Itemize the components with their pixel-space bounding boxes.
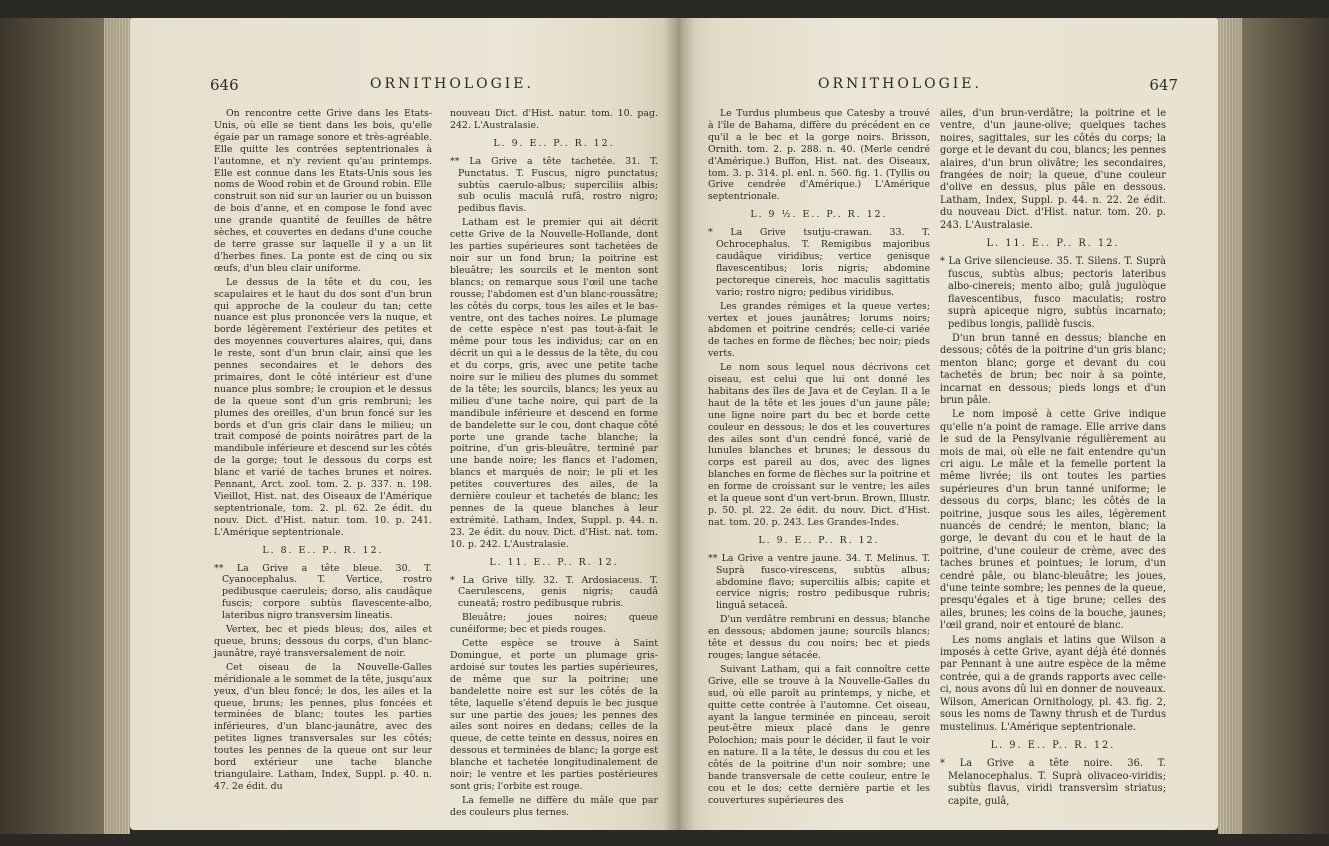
paragraph: Bleuâtre; joues noires; queue cunéiforme; bec et pieds rouges. <box>450 612 658 636</box>
measurement-line: L. 11. E.. P.. R. 12. <box>489 556 619 568</box>
paragraph: Suivant Latham, qui a fait connoître cette Grive, elle se trouve à la Nouvelle-Galles du sud, où elle paroît au printemps, y niche, et quitte cette contrée à l'automne. Cet oiseau, ayant la langue terminée en pinceau, seroit peut-être mieux placé dans le genre Polochion; mais pour le décider, il faut le voir en nature. Il a la tête, le dessus du cou et les côtés de la poitrine d'un noir sombre; une bande transversale de cette couleur, entre le cou et le dos; cette dernière partie et les couvertures supérieures des <box>708 663 930 806</box>
right-page-header <box>698 76 1178 98</box>
species-entry: * La Grive a tête noire. 36. T. Melanocephalus. T. Suprà olivaceo-viridis; subtùs flavus, viridi transversìm striatus; capite, gulâ, <box>940 758 1166 807</box>
paragraph: On rencontre cette Grive dans les Etats-Unis, où elle se tient dans les bois, qu'elle égaie par un ramage sonore et très-agréable. Elle quitte les contrées septentrionales à l'automne, et n'y revient qu'au printemps. Elle est connue dans les Etats-Unis sous les noms de Wood robin et de Ground robin. Elle construit son nid sur un laurier ou un buisson de bois d'anne, et en compose le fond avec une grande quantité de feuilles de hêtre sèches, et couvertes en dedans d'une couche de terre grasse sur laquelle il y a un lit d'herbes fines. La ponte est de cinq ou six œufs, d'un bleu clair uniforme. <box>214 108 432 274</box>
species-entry: ** La Grive a tête bleue. 30. T. Cyanocephalus. T. Vertice, rostro pedibusque caeruleis; dorso, alis caudâque fuscis; corpore subtùs flavescente-albo, lateribus nigro transversim lineatis. <box>214 562 432 622</box>
paragraph: Cet oiseau de la Nouvelle-Galles méridionale a le sommet de la tête, jusqu'aux yeux, d'un bleu foncé; le dos, les ailes et la queue, bruns; les pennes, plus foncées et terminées de blanc; toutes les parties inférieures, d'un blanc-jaunâtre, avec des petites lignes transversales sur les côtés; toutes les pennes de la queue ont sur leur bord extérieur une tache blanche triangulaire. Latham, Index, Suppl. p. 40. n. 47. 2e édit. du <box>214 661 432 792</box>
book-gutter <box>664 18 694 830</box>
species-entry: * La Grive tilly. 32. T. Ardosiaceus. T. Caerulescens, genis nigris; caudâ cuneatâ; rostro pedibusque rubris. <box>450 574 658 610</box>
paragraph: Le dessus de la tête et du cou, les scapulaires et le haut du dos sont d'un brun qui approche de la couleur du tan; cette nuance est plus prononcée vers la nuque, et borde légèrement l'extérieur des petites et des moyennes couvertures alaires, qui, dans le reste, sont d'un brun clair, ainsi que les pennes secondaires et le dehors des primaires, dont le côté intérieur est d'une nuance plus sombre; le croupion et le dessus de la queue sont d'un gris rembruni; les plumes des oreilles, d'un brun foncé sur les bords et d'un gris clair dans le milieu; un trait composé de points noirâtres part de la mandibule inférieure et descend sur les côtés de la gorge; tout le dessous du corps est blanc et varié de taches brunes et noires. Pennant, Arct. zool. tom. 2. p. 337. n. 198. Vieillot, Hist. nat. des Oiseaux de l'Amérique septentrionale, tom. 2. pl. 62. 2e édit. du nouv. Dict. d'Hist. natur. tom. 10. p. 241. L'Amérique septentrionale. <box>214 276 432 538</box>
left-page <box>130 18 678 830</box>
species-entry: ** La Grive a tête tachetée. 31. T. Punctatus. T. Fuscus, nigro punctatus; subtùs caerulo-albus; superciliis albis; sub oculis maculâ rufâ, rostro nigro; pedibus flavis. <box>450 155 658 215</box>
page-stack-right <box>1218 18 1242 834</box>
measurement-line: L. 8. E.. P.. R. 12. <box>262 544 384 556</box>
measurement-line: L. 9 ½. E.. P.. R. 12. <box>750 209 888 221</box>
right-column-a <box>708 108 930 809</box>
paragraph: nouveau Dict. d'Hist. natur. tom. 10. pag. 242. L'Australasie. <box>450 108 658 131</box>
paragraph: Le nom sous lequel nous décrivons cet oiseau, est celui que lui ont donné les habitans des îles de Java et de Ceylan. Il a le haut de la tête et les joues d'un jaune pâle; une ligne noire part du bec et borde cette couleur en dessous; le dos et les couvertures des ailes sont d'un cendré foncé, varié de lunules blanches et brunes; le dessous du corps est pareil au dos, avec des lignes blanches en forme de flèches sur la poitrine et en forme de croissant sur le ventre; les ailes et la queue sont d'un vert-brun. Brown, Illustr. p. 50. pl. 22. 2e édit. du nouv. Dict. d'Hist. nat. tom. 20. p. 243. Les Grandes-Indes. <box>708 362 930 528</box>
paragraph: Le nom imposé à cette Grive indique qu'elle n'a point de ramage. Elle arrive dans le sud de la Pensylvanie régulièrement au mois de mai, où elle ne fait entendre qu'un cri aigu. Le mâle et la femelle portent la même livrée; ils ont toutes les parties supérieures d'un brun tanné uniforme; le dessous du corps, blanc; les côtés de la poitrine, jusque sous les ailes, légèrement nuancés de cendré; le menton, blanc; la gorge, le devant du cou et le haut de la poitrine, d'une couleur de crème, avec des taches brunes et pointues; le lorum, d'un cendré pâle, ou blanc-bleuâtre; les joues, d'une teinte sombre; les pennes de la queue, presqu'égales et à tige brune; celles des ailes, brunes; les coins de la bouche, jaunes; l'œil grand, noir et entouré de blanc. <box>940 409 1166 632</box>
paragraph: ailes, d'un brun-verdâtre; la poitrine et le ventre, d'un jaune-olive; quelques taches noires, sagittales, sur les côtés du corps; la gorge et le devant du cou, blancs; les pennes alaires, d'un brun olivâtre; les secondaires, frangées de noir; la queue, d'une couleur d'olive en dessus, plus pâle en dessous. Latham, Index, Suppl. p. 44. n. 22. 2e édit. du nouveau Dict. d'Hist. natur. tom. 20. p. 243. L'Australasie. <box>940 108 1166 231</box>
paragraph: Cette espèce se trouve à Saint Domingue, et porte un plumage gris-ardoisé sur toutes les parties supérieures, de même que sur la poitrine; une bandelette noire est sur les côtés de la tête, laquelle s'étend depuis le bec jusque sur une partie des joues; les pennes des ailes sont noires en dedans; celles de la queue, de cette teinte en dessus, noires en dessous et terminées de blanc; la gorge est blanche et tachetée longitudinalement de noir; le ventre et les parties postérieures sont gris; l'orbite est rouge. <box>450 638 658 792</box>
measurement-line: L. 9. E.. P.. R. 12. <box>493 137 615 149</box>
measurement-line: L. 9. E.. P.. R. 12. <box>990 739 1116 751</box>
paragraph: D'un brun tanné en dessus; blanche en dessous; côtés de la poitrine d'un gris blanc; menton blanc; gorge et devant du cou tachetés de brun; bec noir à sa pointe, incarnat en dessous; pieds longs et d'un brun pâle. <box>940 332 1166 406</box>
species-entry: ** La Grive a ventre jaune. 34. T. Melinus. T. Suprà fusco-virescens, subtùs albus; abdomine flavo; superciliis albis; capite et cervice nigris; rostro pedibusque rubris; linguâ setaceâ. <box>708 552 930 612</box>
right-column-b <box>940 108 1166 810</box>
paragraph: D'un verdâtre rembruni en dessus; blanche en dessous; abdomen jaune; sourcils blancs; tête et dessus du cou noirs; bec et pieds rouges; langue sétacée. <box>708 614 930 661</box>
paragraph: Latham est le premier qui ait décrit cette Grive de la Nouvelle-Hollande, dont les parties supérieures sont tachetées de noir sur un fond brun; la poitrine est bleuâtre; les sourcils et le menton sont blancs; on remarque sous l'œil une tache rousse; l'abdomen est d'un blanc-roussâtre; les côtés du corps, tous les ailes et le bas-ventre, ont des taches noires. Le plumage de cette espèce n'est pas tout-à-fait le même pour tous les individus; car on en décrit un qui a le dessus de la tête, du cou et du corps, gris, avec une petite tache noire sur le milieu des plumes du sommet de la tête; les sourcils, blancs; les yeux au milieu d'une tache noire, qui part de la mandibule inférieure et descend en forme de bandelette sur le cou, dont chaque côté porte une grande tache blanche; la poitrine, d'un gris-bleuâtre, terminé par une bande noire; les flancs et l'adomen, blancs et marqués de noir; le pli et les petites couvertures des ailes, de la dernière couleur et tachetés de blanc; les pennes de la queue blanches à leur extrémité. Latham, Index, Suppl. p. 44. n. 23. 2e édit. du nouv. Dict. d'Hist. nat. tom. 10. p. 242. L'Australasie. <box>450 217 658 550</box>
right-page-number: 647 <box>1149 76 1178 94</box>
right-page <box>678 18 1218 830</box>
paragraph: Les grandes rémiges et la queue vertes; vertex et joues jaunâtres; lorums noirs; abdomen et poitrine cendrés; celle-ci variée de taches en forme de flèches; bec noir; pieds verts. <box>708 300 930 360</box>
open-book <box>0 18 1329 834</box>
measurement-line: L. 11. E.. P.. R. 12. <box>986 238 1120 250</box>
left-running-head: ORNITHOLOGIE. <box>370 76 534 92</box>
left-column-b <box>450 108 658 821</box>
species-entry: * La Grive silencieuse. 35. T. Silens. T. Suprà fuscus, subtùs albus; pectoris lateribus albo-cinereis; mento albo; gulâ jugulòque flavescentibus, fusco maculatis; rostro suprà apiceque nigro, subtùs incarnato; pedibus longis, pallidè fuscis. <box>940 256 1166 330</box>
left-page-number: 646 <box>210 76 239 94</box>
left-page-header <box>210 76 650 98</box>
paragraph: Les noms anglais et latins que Wilson a imposés à cette Grive, ayant déjà été donnés par Pennant à une autre espèce de la même contrée, qui a de grands rapports avec celle-ci, nous avons dû lui en donner de nouveaux. Wilson, American Ornithology, pl. 43. fig. 2, sous les noms de Tawny thrush et de Turdus mustelinus. L'Amérique septentrionale. <box>940 634 1166 733</box>
right-running-head: ORNITHOLOGIE. <box>818 76 982 92</box>
paragraph: Vertex, bec et pieds bleus; dos, ailes et queue, bruns; dessous du corps, d'un blanc-jaunâtre, rayé transversalement de noir. <box>214 624 432 659</box>
paragraph: Le Turdus plumbeus que Catesby a trouvé à l'île de Bahama, diffère du précédent en ce qu'il a le bec et la gorge noirs. Brisson, Ornith. tom. 2. p. 288. n. 40. (Merle cendré d'Amérique.) Buffon, Hist. nat. des Oiseaux, tom. 3. p. 314. pl. enl. n. 560. fig. 1. (Tyllis ou Grive cendrée d'Amérique.) L'Amérique septentrionale. <box>708 108 930 203</box>
paragraph: La femelle ne diffère du mâle que par des couleurs plus ternes. <box>450 794 658 818</box>
page-stack-left <box>104 18 130 834</box>
left-column-a <box>214 108 432 795</box>
species-entry: * La Grive tsutju-crawan. 33. T. Ochrocephalus. T. Remigibus majoribus caudâque viridibus; vertice genisque flavescentibus; loris nigris; abdomine pectoreque cinereis, hoc maculis sagittatis vario; rostro nigro; pedibus viridibus. <box>708 227 930 298</box>
measurement-line: L. 9. E.. P.. R. 12. <box>758 534 880 546</box>
